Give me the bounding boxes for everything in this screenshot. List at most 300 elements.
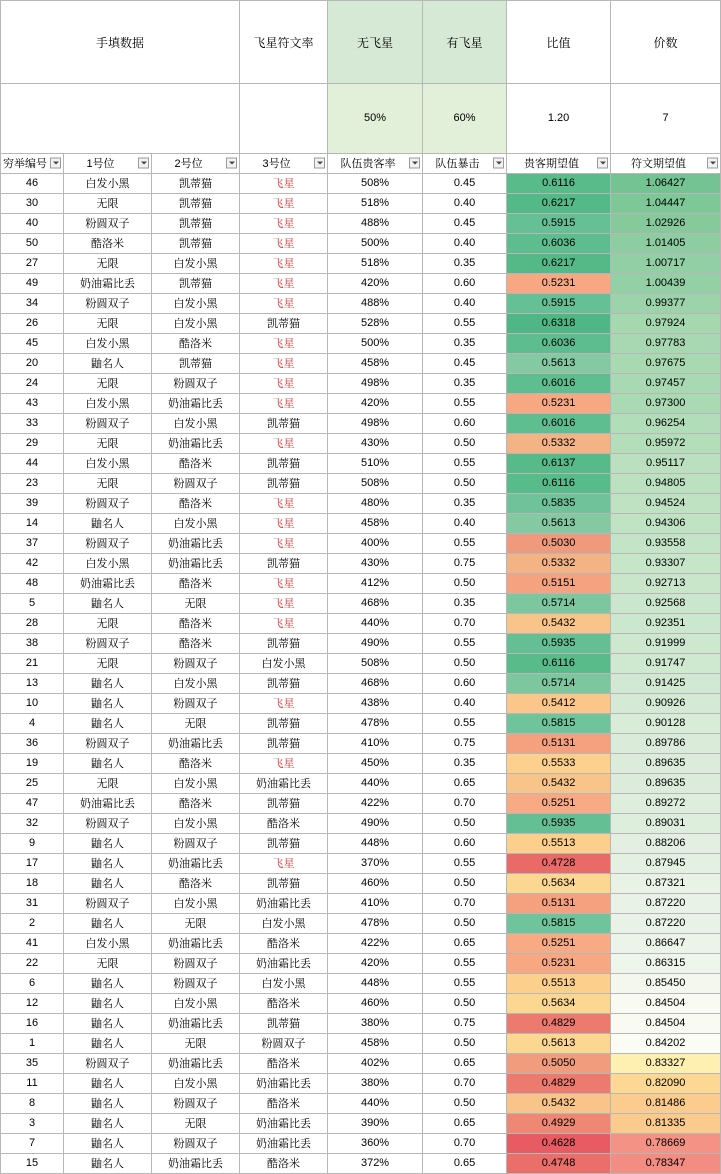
cell-expected-value: 0.6036 [507, 233, 611, 253]
column-header-pow[interactable] [611, 153, 721, 173]
column-header-exp[interactable] [507, 153, 611, 173]
cell-pos3: 凯蒂猫 [240, 313, 328, 333]
cell-rate: 500% [328, 233, 423, 253]
cell-pos3: 飞星 [240, 193, 328, 213]
cell-pos2: 无限 [152, 593, 240, 613]
cell-rate: 460% [328, 873, 423, 893]
table-row [1, 173, 721, 193]
table-row [1, 1053, 721, 1073]
cell-crit: 0.50 [423, 653, 507, 673]
cell-expected-value: 0.5613 [507, 353, 611, 373]
cell-rune-expected-value: 0.78669 [611, 1133, 721, 1153]
cell-pos1: 粉圆双子 [64, 533, 152, 553]
cell-expected-value: 0.5613 [507, 513, 611, 533]
cell-pos1: 粉圆双子 [64, 633, 152, 653]
cell-rune-expected-value: 1.02926 [611, 213, 721, 233]
cell-crit: 0.55 [423, 393, 507, 413]
cell-rune-expected-value: 0.86315 [611, 953, 721, 973]
cell-pos2: 奶油霜比丢 [152, 433, 240, 453]
cell-crit: 0.40 [423, 513, 507, 533]
column-header-rate[interactable] [328, 153, 423, 173]
cell-crit: 0.45 [423, 213, 507, 233]
cell-expected-value: 0.6116 [507, 653, 611, 673]
cell-rate: 508% [328, 653, 423, 673]
table-row [1, 973, 721, 993]
table-row [1, 353, 721, 373]
table-row [1, 813, 721, 833]
cell-rate: 400% [328, 533, 423, 553]
cell-rate: 490% [328, 813, 423, 833]
filter-dropdown-icon[interactable] [707, 158, 718, 169]
cell-id: 8 [1, 1093, 64, 1113]
cell-pos1: 奶油霜比丢 [64, 793, 152, 813]
cell-rate: 448% [328, 973, 423, 993]
cell-rune-expected-value: 1.00717 [611, 253, 721, 273]
table-row [1, 953, 721, 973]
cell-crit: 0.70 [423, 1133, 507, 1153]
cell-id: 16 [1, 1013, 64, 1033]
cell-crit: 0.35 [423, 373, 507, 393]
cell-pos2: 粉圆双子 [152, 693, 240, 713]
cell-crit: 0.60 [423, 673, 507, 693]
cell-rune-expected-value: 1.06427 [611, 173, 721, 193]
filter-dropdown-icon[interactable] [493, 158, 504, 169]
cell-pos1: 白发小黑 [64, 393, 152, 413]
cell-crit: 0.50 [423, 1033, 507, 1053]
cell-crit: 0.65 [423, 773, 507, 793]
cell-rune-expected-value: 0.97924 [611, 313, 721, 333]
cell-pos2: 奶油霜比丢 [152, 393, 240, 413]
cell-rate: 490% [328, 633, 423, 653]
cell-pos1: 白发小黑 [64, 173, 152, 193]
cell-id: 40 [1, 213, 64, 233]
table-row [1, 613, 721, 633]
cell-pos2: 粉圆双子 [152, 973, 240, 993]
cell-expected-value: 0.6318 [507, 313, 611, 333]
cell-pos3: 奶油霜比丢 [240, 953, 328, 973]
cell-rate: 468% [328, 673, 423, 693]
cell-pos3: 酷洛米 [240, 993, 328, 1013]
table-row [1, 873, 721, 893]
cell-pos2: 酷洛米 [152, 633, 240, 653]
cell-rune-expected-value: 0.88206 [611, 833, 721, 853]
cell-id: 46 [1, 173, 64, 193]
cell-expected-value: 0.5432 [507, 613, 611, 633]
column-header-pos1-label: 1号位 [86, 158, 115, 171]
cell-id: 50 [1, 233, 64, 253]
cell-crit: 0.60 [423, 413, 507, 433]
table-row [1, 933, 721, 953]
cell-pos1: 白发小黑 [64, 933, 152, 953]
cell-id: 28 [1, 613, 64, 633]
cell-rate: 372% [328, 1153, 423, 1173]
cell-pos2: 酷洛米 [152, 333, 240, 353]
header-value-manual-blank [1, 84, 240, 154]
cell-rune-expected-value: 0.92713 [611, 573, 721, 593]
table-row [1, 833, 721, 853]
cell-crit: 0.35 [423, 333, 507, 353]
cell-expected-value: 0.6217 [507, 253, 611, 273]
cell-pos2: 奶油霜比丢 [152, 733, 240, 753]
cell-pos2: 粉圆双子 [152, 953, 240, 973]
header-value-rune-rate-blank [240, 84, 328, 154]
cell-id: 6 [1, 973, 64, 993]
table-row [1, 413, 721, 433]
table-body [1, 173, 721, 1173]
table-row [1, 513, 721, 533]
cell-rune-expected-value: 0.81335 [611, 1113, 721, 1133]
cell-id: 48 [1, 573, 64, 593]
column-header-exp-label: 贵客期望值 [524, 158, 580, 171]
cell-pos3: 凯蒂猫 [240, 873, 328, 893]
table-row [1, 313, 721, 333]
cell-pos2: 白发小黑 [152, 893, 240, 913]
cell-id: 9 [1, 833, 64, 853]
table-row [1, 993, 721, 1013]
cell-rune-expected-value: 0.87321 [611, 873, 721, 893]
cell-crit: 0.50 [423, 873, 507, 893]
cell-pos3: 飞星 [240, 693, 328, 713]
filter-dropdown-icon[interactable] [409, 158, 420, 169]
cell-pos3: 酷洛米 [240, 1093, 328, 1113]
cell-id: 2 [1, 913, 64, 933]
cell-pos2: 无限 [152, 1113, 240, 1133]
cell-id: 23 [1, 473, 64, 493]
cell-crit: 0.35 [423, 253, 507, 273]
cell-crit: 0.60 [423, 273, 507, 293]
cell-rate: 420% [328, 273, 423, 293]
cell-pos2: 粉圆双子 [152, 1093, 240, 1113]
cell-pos1: 粉圆双子 [64, 813, 152, 833]
cell-id: 3 [1, 1113, 64, 1133]
cell-crit: 0.55 [423, 713, 507, 733]
header-value-has-star: 60% [423, 84, 507, 154]
cell-rate: 478% [328, 713, 423, 733]
cell-pos1: 粉圆双子 [64, 493, 152, 513]
table-row [1, 293, 721, 313]
cell-rune-expected-value: 0.95117 [611, 453, 721, 473]
cell-id: 25 [1, 773, 64, 793]
cell-pos1: 无限 [64, 373, 152, 393]
cell-expected-value: 0.5513 [507, 973, 611, 993]
table-row [1, 213, 721, 233]
cell-rune-expected-value: 0.78347 [611, 1153, 721, 1173]
filter-dropdown-icon[interactable] [50, 158, 61, 169]
cell-rune-expected-value: 0.91747 [611, 653, 721, 673]
cell-expected-value: 0.5251 [507, 793, 611, 813]
cell-id: 45 [1, 333, 64, 353]
cell-pos3: 飞星 [240, 753, 328, 773]
cell-rune-expected-value: 0.89635 [611, 773, 721, 793]
cell-rune-expected-value: 0.93307 [611, 553, 721, 573]
cell-rune-expected-value: 0.84202 [611, 1033, 721, 1053]
cell-pos3: 凯蒂猫 [240, 633, 328, 653]
table-row [1, 1153, 721, 1173]
cell-expected-value: 0.5835 [507, 493, 611, 513]
filter-dropdown-icon[interactable] [226, 158, 237, 169]
cell-expected-value: 0.5714 [507, 593, 611, 613]
table-row [1, 1073, 721, 1093]
cell-pos3: 奶油霜比丢 [240, 773, 328, 793]
table-row [1, 233, 721, 253]
cell-id: 33 [1, 413, 64, 433]
cell-pos3: 凯蒂猫 [240, 453, 328, 473]
cell-rune-expected-value: 0.94306 [611, 513, 721, 533]
cell-rate: 460% [328, 993, 423, 1013]
header-group-no-star: 无飞星 [328, 1, 423, 84]
cell-pos2: 粉圆双子 [152, 833, 240, 853]
cell-expected-value: 0.6036 [507, 333, 611, 353]
cell-pos2: 凯蒂猫 [152, 193, 240, 213]
header-group-manual: 手填数据 [1, 1, 240, 84]
table-row [1, 1113, 721, 1133]
cell-id: 11 [1, 1073, 64, 1093]
cell-expected-value: 0.5714 [507, 673, 611, 693]
cell-id: 34 [1, 293, 64, 313]
cell-rune-expected-value: 0.94524 [611, 493, 721, 513]
cell-crit: 0.40 [423, 193, 507, 213]
cell-pos1: 白发小黑 [64, 333, 152, 353]
table-row [1, 793, 721, 813]
header-value-ratio: 1.20 [507, 84, 611, 154]
cell-id: 13 [1, 673, 64, 693]
cell-expected-value: 0.6217 [507, 193, 611, 213]
cell-rune-expected-value: 1.04447 [611, 193, 721, 213]
cell-rune-expected-value: 1.01405 [611, 233, 721, 253]
column-header-filter-row [1, 153, 721, 173]
cell-rate: 518% [328, 253, 423, 273]
column-header-pos2[interactable] [152, 153, 240, 173]
cell-id: 10 [1, 693, 64, 713]
cell-expected-value: 0.5935 [507, 633, 611, 653]
cell-expected-value: 0.6116 [507, 473, 611, 493]
cell-pos1: 无限 [64, 653, 152, 673]
cell-rune-expected-value: 0.94805 [611, 473, 721, 493]
filter-dropdown-icon[interactable] [597, 158, 608, 169]
cell-pos1: 鼬名人 [64, 833, 152, 853]
cell-pos2: 酷洛米 [152, 573, 240, 593]
cell-expected-value: 0.5131 [507, 893, 611, 913]
table-row [1, 593, 721, 613]
cell-id: 26 [1, 313, 64, 333]
cell-rate: 360% [328, 1133, 423, 1153]
cell-crit: 0.55 [423, 633, 507, 653]
cell-pos3: 飞星 [240, 393, 328, 413]
cell-crit: 0.55 [423, 313, 507, 333]
cell-expected-value: 0.6016 [507, 413, 611, 433]
cell-pos1: 鼬名人 [64, 1133, 152, 1153]
table-row [1, 393, 721, 413]
cell-expected-value: 0.5915 [507, 293, 611, 313]
cell-rune-expected-value: 0.90128 [611, 713, 721, 733]
cell-id: 37 [1, 533, 64, 553]
cell-crit: 0.40 [423, 233, 507, 253]
cell-rune-expected-value: 0.87220 [611, 893, 721, 913]
cell-id: 39 [1, 493, 64, 513]
column-header-crit[interactable] [423, 153, 507, 173]
cell-expected-value: 0.5131 [507, 733, 611, 753]
cell-rune-expected-value: 0.90926 [611, 693, 721, 713]
cell-expected-value: 0.5915 [507, 213, 611, 233]
cell-rate: 458% [328, 513, 423, 533]
cell-pos1: 鼬名人 [64, 753, 152, 773]
cell-pos2: 奶油霜比丢 [152, 553, 240, 573]
cell-crit: 0.65 [423, 1153, 507, 1173]
cell-pos3: 白发小黑 [240, 653, 328, 673]
cell-pos3: 飞星 [240, 173, 328, 193]
cell-id: 38 [1, 633, 64, 653]
cell-expected-value: 0.4929 [507, 1113, 611, 1133]
cell-pos3: 奶油霜比丢 [240, 1073, 328, 1093]
cell-rune-expected-value: 0.83327 [611, 1053, 721, 1073]
cell-pos2: 粉圆双子 [152, 373, 240, 393]
cell-pos2: 粉圆双子 [152, 1133, 240, 1153]
cell-id: 47 [1, 793, 64, 813]
cell-rate: 422% [328, 793, 423, 813]
cell-pos1: 无限 [64, 193, 152, 213]
cell-rune-expected-value: 0.93558 [611, 533, 721, 553]
cell-pos2: 酷洛米 [152, 613, 240, 633]
cell-pos2: 凯蒂猫 [152, 173, 240, 193]
cell-rate: 508% [328, 473, 423, 493]
cell-rune-expected-value: 0.84504 [611, 993, 721, 1013]
cell-expected-value: 0.5231 [507, 393, 611, 413]
table-row [1, 493, 721, 513]
cell-rate: 412% [328, 573, 423, 593]
cell-rate: 468% [328, 593, 423, 613]
cell-expected-value: 0.5432 [507, 773, 611, 793]
cell-rune-expected-value: 0.89272 [611, 793, 721, 813]
cell-pos3: 凯蒂猫 [240, 1013, 328, 1033]
cell-pos3: 酷洛米 [240, 813, 328, 833]
cell-pos2: 粉圆双子 [152, 653, 240, 673]
cell-pos2: 奶油霜比丢 [152, 1053, 240, 1073]
cell-pos3: 飞星 [240, 513, 328, 533]
cell-pos1: 白发小黑 [64, 553, 152, 573]
cell-pos2: 白发小黑 [152, 1073, 240, 1093]
filter-dropdown-icon[interactable] [314, 158, 325, 169]
cell-id: 19 [1, 753, 64, 773]
cell-pos1: 无限 [64, 433, 152, 453]
cell-expected-value: 0.4829 [507, 1073, 611, 1093]
cell-pos2: 酷洛米 [152, 453, 240, 473]
cell-rate: 510% [328, 453, 423, 473]
cell-rate: 430% [328, 433, 423, 453]
cell-pos2: 酷洛米 [152, 493, 240, 513]
cell-pos1: 无限 [64, 473, 152, 493]
cell-rate: 488% [328, 213, 423, 233]
cell-pos2: 白发小黑 [152, 513, 240, 533]
cell-id: 14 [1, 513, 64, 533]
cell-pos1: 鼬名人 [64, 513, 152, 533]
cell-pos2: 白发小黑 [152, 673, 240, 693]
cell-pos2: 凯蒂猫 [152, 233, 240, 253]
cell-pos3: 飞星 [240, 273, 328, 293]
cell-id: 29 [1, 433, 64, 453]
cell-rate: 508% [328, 173, 423, 193]
cell-id: 36 [1, 733, 64, 753]
cell-id: 31 [1, 893, 64, 913]
cell-pos3: 白发小黑 [240, 973, 328, 993]
cell-id: 17 [1, 853, 64, 873]
cell-rate: 402% [328, 1053, 423, 1073]
cell-crit: 0.70 [423, 793, 507, 813]
cell-expected-value: 0.5613 [507, 1033, 611, 1053]
cell-pos3: 白发小黑 [240, 913, 328, 933]
table-row [1, 533, 721, 553]
cell-rate: 420% [328, 953, 423, 973]
cell-rate: 380% [328, 1073, 423, 1093]
cell-pos3: 飞星 [240, 433, 328, 453]
cell-id: 41 [1, 933, 64, 953]
cell-rate: 440% [328, 773, 423, 793]
cell-rune-expected-value: 0.89635 [611, 753, 721, 773]
cell-crit: 0.45 [423, 173, 507, 193]
cell-crit: 0.50 [423, 573, 507, 593]
cell-pos1: 鼬名人 [64, 853, 152, 873]
cell-pos3: 奶油霜比丢 [240, 1113, 328, 1133]
column-header-pos1[interactable] [64, 153, 152, 173]
cell-rate: 500% [328, 333, 423, 353]
cell-rune-expected-value: 0.87945 [611, 853, 721, 873]
cell-crit: 0.55 [423, 453, 507, 473]
cell-pos3: 凯蒂猫 [240, 473, 328, 493]
cell-id: 30 [1, 193, 64, 213]
cell-pos2: 白发小黑 [152, 813, 240, 833]
cell-rune-expected-value: 0.81486 [611, 1093, 721, 1113]
cell-pos3: 飞星 [240, 333, 328, 353]
table-row [1, 453, 721, 473]
cell-pos1: 鼬名人 [64, 353, 152, 373]
cell-id: 22 [1, 953, 64, 973]
cell-pos1: 鼬名人 [64, 593, 152, 613]
cell-pos3: 凯蒂猫 [240, 713, 328, 733]
table-row [1, 733, 721, 753]
header-group-has-star: 有飞星 [423, 1, 507, 84]
cell-rune-expected-value: 0.92568 [611, 593, 721, 613]
cell-rune-expected-value: 0.87220 [611, 913, 721, 933]
filter-dropdown-icon[interactable] [138, 158, 149, 169]
column-header-id[interactable] [1, 153, 64, 173]
cell-pos1: 粉圆双子 [64, 213, 152, 233]
cell-crit: 0.35 [423, 593, 507, 613]
cell-expected-value: 0.5332 [507, 553, 611, 573]
cell-crit: 0.65 [423, 1053, 507, 1073]
cell-pos2: 酷洛米 [152, 793, 240, 813]
cell-pos1: 无限 [64, 773, 152, 793]
cell-crit: 0.70 [423, 1073, 507, 1093]
cell-crit: 0.40 [423, 693, 507, 713]
cell-crit: 0.40 [423, 293, 507, 313]
cell-rate: 450% [328, 753, 423, 773]
column-header-pos3[interactable] [240, 153, 328, 173]
cell-expected-value: 0.5634 [507, 993, 611, 1013]
cell-pos1: 粉圆双子 [64, 893, 152, 913]
cell-crit: 0.50 [423, 993, 507, 1013]
cell-expected-value: 0.4748 [507, 1153, 611, 1173]
cell-pos3: 凯蒂猫 [240, 553, 328, 573]
cell-pos1: 鼬名人 [64, 673, 152, 693]
cell-crit: 0.65 [423, 1113, 507, 1133]
cell-pos3: 凯蒂猫 [240, 733, 328, 753]
cell-crit: 0.75 [423, 1013, 507, 1033]
cell-pos1: 鼬名人 [64, 713, 152, 733]
cell-pos3: 飞星 [240, 213, 328, 233]
column-header-pos2-label: 2号位 [174, 158, 203, 171]
cell-pos1: 无限 [64, 253, 152, 273]
cell-rune-expected-value: 0.85450 [611, 973, 721, 993]
cell-rate: 478% [328, 913, 423, 933]
